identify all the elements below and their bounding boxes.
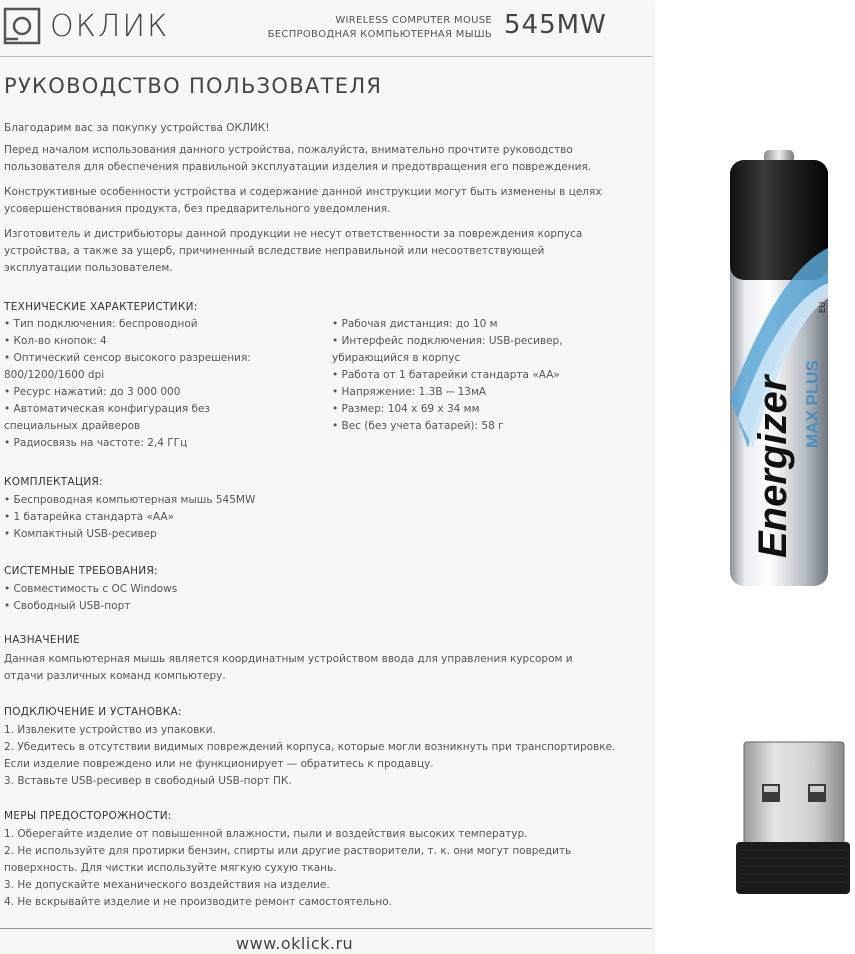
list-item: 1. Оберегайте изделие от повышенной влажности, пыли и воздействия высоких температур.	[4, 828, 528, 840]
model-description	[268, 14, 492, 42]
brand-logo	[2, 6, 169, 46]
usb-contact	[764, 786, 778, 792]
list-item: 2. Не используйте для протирки бензин, спирты или другие растворители, т. к. они могут повредить поверхность. Для чистки используйте мягкую сухую ткань.	[4, 845, 572, 874]
usb-receiver-image	[734, 740, 852, 896]
intro-thanks: Благодарим вас за покупку устройства ОКЛИК!	[4, 122, 270, 134]
safety-list	[4, 826, 624, 911]
list-item: • Свободный USB-порт	[4, 600, 131, 612]
specs-right-list	[332, 316, 632, 435]
battery-marking: EU	[818, 301, 827, 313]
battery-image	[728, 148, 830, 588]
list-item: 3. Вставьте USB-ресивер в свободный USB-порт ПК.	[4, 775, 292, 787]
list-item: • Беспроводная компьютерная мышь 545MW	[4, 494, 256, 506]
list-item: • Напряжение: 1.3В ⎓ 13мА	[332, 386, 487, 398]
list-item: • Тип подключения: беспроводной	[4, 318, 198, 330]
package-list	[4, 492, 255, 543]
list-item: • Работа от 1 батарейки стандарта «AA»	[332, 369, 560, 381]
list-item: • Автоматическая конфигурация без специальных драйверов	[4, 403, 211, 432]
oklick-logo-icon	[2, 6, 42, 46]
model-number: 545MW	[504, 10, 607, 40]
list-item: 4. Не вскрывайте изделие и не производите ремонт самостоятельно.	[4, 896, 392, 908]
header-divider	[0, 56, 652, 57]
list-item: • Кол-во кнопок: 4	[4, 335, 107, 347]
package-heading: КОМПЛЕКТАЦИЯ:	[4, 476, 103, 488]
list-item: • Рабочая дистанция: до 10 м	[332, 318, 498, 330]
website-url: www.oklick.ru	[236, 934, 354, 953]
battery-line: MAX PLUS	[803, 360, 822, 448]
install-list	[4, 722, 624, 790]
specs-left-list	[4, 316, 324, 452]
purpose-text: Данная компьютерная мышь является координатным устройством ввода для управления курсором и отдачи различных команд компьютеру.	[4, 653, 573, 682]
list-item: 3. Не допускайте механического воздействия на изделие.	[4, 879, 330, 891]
system-heading: СИСТЕМНЫЕ ТРЕБОВАНИЯ:	[4, 565, 158, 577]
purpose-heading: НАЗНАЧЕНИЕ	[4, 634, 81, 646]
usb-connector	[744, 742, 844, 846]
install-heading: ПОДКЛЮЧЕНИЕ И УСТАНОВКА:	[4, 706, 182, 718]
brand-name: ОКЛИК	[50, 8, 170, 44]
specs-heading: ТЕХНИЧЕСКИЕ ХАРАКТЕРИСТИКИ:	[4, 301, 198, 313]
model-description-ru: БЕСПРОВОДНАЯ КОМПЬЮТЕРНАЯ МЫШЬ	[267, 29, 492, 40]
system-list	[4, 581, 177, 615]
list-item: 1. Извлеките устройство из упаковки.	[4, 724, 216, 736]
list-item: • Радиосвязь на частоте: 2,4 ГГц	[4, 437, 188, 449]
list-item: • 1 батарейка стандарта «AA»	[4, 511, 175, 523]
list-item: • Интерфейс подключения: USB-ресивер, убирающийся в корпус	[332, 335, 563, 364]
usb-contact	[810, 786, 824, 792]
intro-read-manual: Перед началом использования данного устройства, пожалуйста, внимательно прочтите руководство пользователя для обеспечения правильной эксплуатации изделия и предотвращения его повреждения.	[4, 144, 592, 173]
safety-heading: МЕРЫ ПРЕДОСТОРОЖНОСТИ:	[4, 810, 172, 822]
list-item: • Совместимость с ОС Windows	[4, 583, 178, 595]
model-description-en: WIRELESS COMPUTER MOUSE	[335, 15, 492, 26]
battery-brand: Energizer	[751, 375, 795, 558]
intro-liability: Изготовитель и дистрибьюторы данной продукции не несут ответственности за повреждения корпуса устройства, а также за ущерб, причиненный вследствие неправильной или несоответствующей эксплуатации пользователем.	[4, 228, 583, 274]
footer-divider	[0, 928, 652, 929]
list-item: • Компактный USB-ресивер	[4, 528, 157, 540]
list-item: 2. Убедитесь в отсутствии видимых повреждений корпуса, которые могли возникнуть при транспортировке. Если изделие повреждено или не функционирует — обратитесь к продавцу.	[4, 741, 616, 770]
list-item: • Ресурс нажатий: до 3 000 000	[4, 386, 181, 398]
list-item: • Размер: 104 х 69 х 34 мм	[332, 403, 480, 415]
manual-title: РУКОВОДСТВО ПОЛЬЗОВАТЕЛЯ	[4, 74, 383, 98]
list-item: • Оптический сенсор высокого разрешения: 800/1200/1600 dpi	[4, 352, 251, 381]
intro-changes: Конструктивные особенности устройства и содержание данной инструкции могут быть изменены в целях усовершенствования продукта, без предварительного уведомления.	[4, 186, 602, 215]
list-item: • Вес (без учета батарей): 58 г	[332, 420, 504, 432]
